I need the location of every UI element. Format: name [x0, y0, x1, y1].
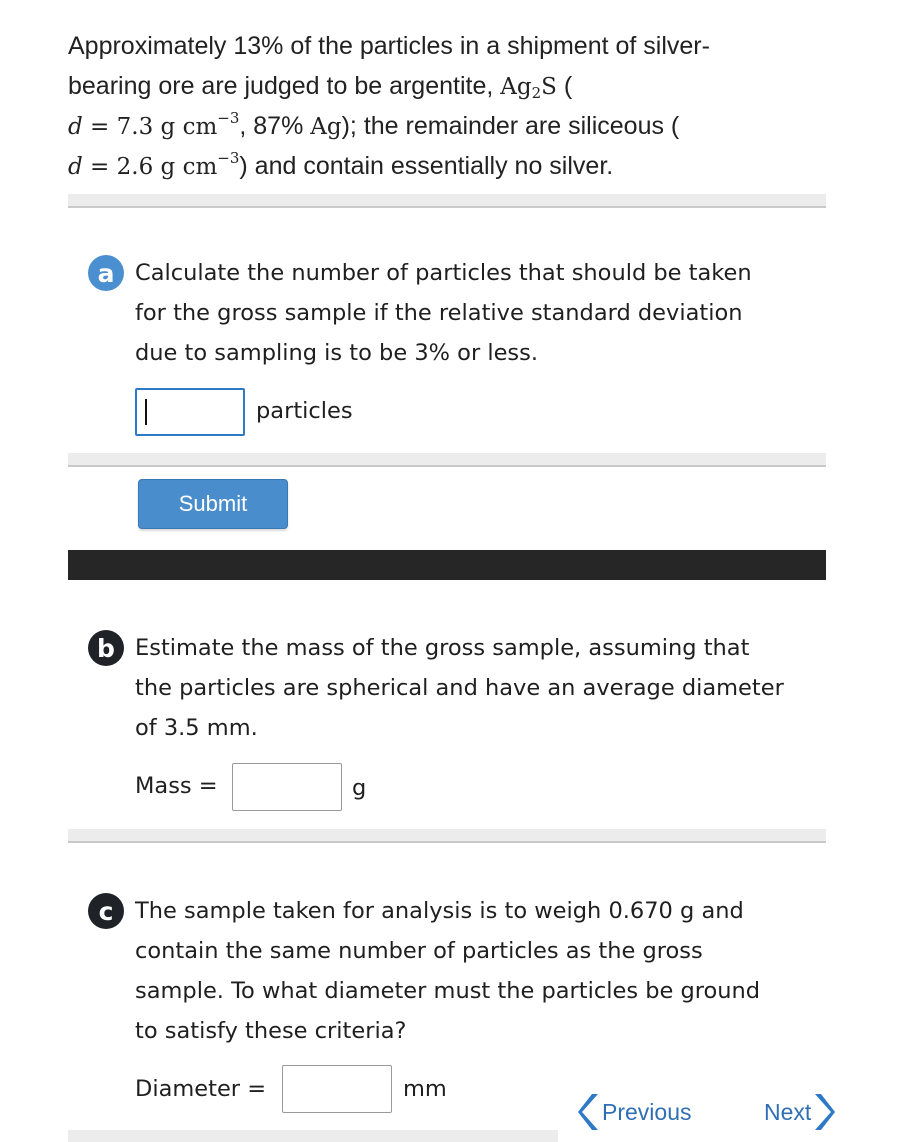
ag-symbol: Ag	[310, 114, 342, 140]
intro-line-4	[68, 146, 828, 186]
part-a-question-line: for the gross sample if the relative standard deviation	[135, 300, 743, 326]
part-b-question	[135, 628, 835, 748]
divider	[68, 194, 826, 208]
part-a-question-line: Calculate the number of particles that should be taken	[135, 260, 752, 286]
intro-line-2-text: bearing ore are judged to be argentite,	[68, 72, 494, 100]
previous-button[interactable]	[578, 1092, 691, 1132]
silver-percent: , 87%	[239, 112, 311, 140]
intro-line-1: Approximately 13% of the particles in a shipment of silver-	[68, 32, 710, 60]
diameter-label: Diameter =	[135, 1076, 267, 1102]
part-a-question	[135, 253, 835, 373]
diameter-input[interactable]	[282, 1065, 392, 1113]
part-c-question-line: The sample taken for analysis is to weigh 0.670 g and	[135, 898, 744, 924]
submit-button[interactable]: Submit	[138, 479, 288, 529]
problem-statement	[68, 26, 828, 186]
previous-label: Previous	[602, 1098, 692, 1125]
part-b-question-line: of 3.5 mm.	[135, 715, 258, 741]
mass-label: Mass =	[135, 773, 218, 799]
part-b-question-line: the particles are spherical and have an average diameter	[135, 675, 784, 701]
part-c-question	[135, 891, 835, 1051]
argentite-formula: $Ag_2S$	[500, 74, 557, 102]
particles-input[interactable]	[135, 388, 245, 436]
text-caret	[145, 399, 147, 425]
section-divider-bar	[68, 550, 826, 580]
argentite-density: d = 7.3 g $cm^{-3}$	[68, 109, 240, 140]
siliceous-density: d = 2.6 g $cm^{-3}$	[68, 149, 240, 180]
intro-line-2	[68, 66, 828, 106]
next-label: Next	[764, 1098, 812, 1125]
part-c-question-line: contain the same number of particles as the gross	[135, 938, 703, 964]
next-button[interactable]	[764, 1092, 835, 1132]
mass-input[interactable]	[232, 763, 342, 811]
open-paren: (	[556, 72, 573, 100]
intro-line-4-end: ) and contain essentially no silver.	[239, 152, 614, 180]
bottom-divider	[68, 1130, 558, 1142]
part-c-question-line: sample. To what diameter must the particles be ground	[135, 978, 761, 1004]
part-c-question-line: to satisfy these criteria?	[135, 1018, 407, 1044]
divider	[68, 453, 826, 467]
diameter-unit: mm	[403, 1076, 447, 1102]
mass-unit: g	[352, 775, 367, 801]
intro-line-3-end: ); the remainder are siliceous (	[341, 112, 680, 140]
part-c-badge: c	[88, 893, 124, 929]
part-a-badge: a	[88, 255, 124, 291]
chevron-left-icon	[578, 1092, 600, 1132]
part-b-badge: b	[88, 630, 124, 666]
intro-line-3	[68, 106, 828, 146]
divider	[68, 829, 826, 843]
particles-unit: particles	[256, 398, 353, 424]
part-a-question-line: due to sampling is to be 3% or less.	[135, 340, 539, 366]
chevron-right-icon	[813, 1092, 835, 1132]
part-b-question-line: Estimate the mass of the gross sample, assuming that	[135, 635, 750, 661]
